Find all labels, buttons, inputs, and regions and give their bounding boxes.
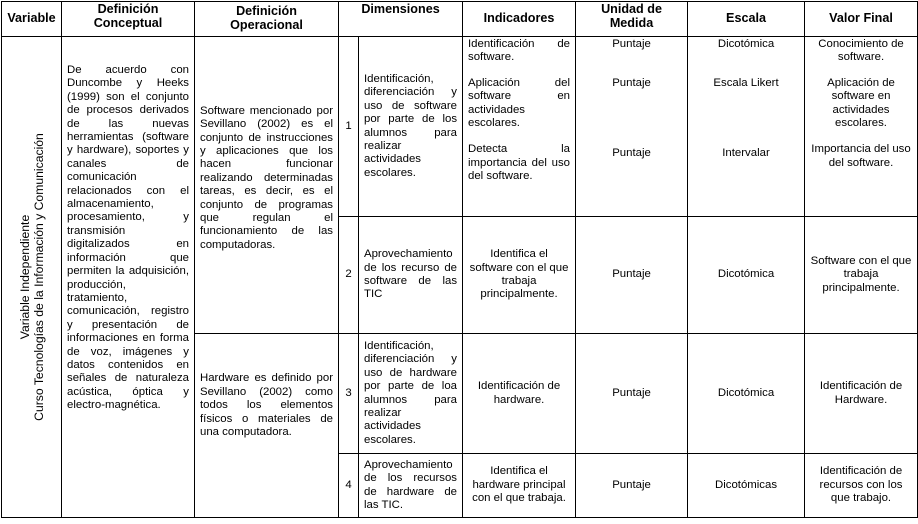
scale-4: Dicotómicas xyxy=(688,454,805,518)
indicator-1b: Aplicación del software en actividades escolares. xyxy=(468,76,571,130)
header-valor-final: Valor Final xyxy=(805,2,918,37)
scale-2: Dicotómica xyxy=(688,217,805,334)
unit-1a: Puntaje xyxy=(612,38,651,50)
variable-type: Variable Independiente xyxy=(17,214,32,340)
final-value-4: Identificación de recursos con los que trabajo. xyxy=(805,454,918,518)
final-value-1a: Conocimiento de software. xyxy=(818,38,904,64)
unit-3: Puntaje xyxy=(576,334,688,454)
scale-1a: Dicotómica xyxy=(717,38,775,50)
indicator-3: Identificación de hardware. xyxy=(463,334,576,454)
definicion-operacional-software: Software mencionado por Sevillano (2002) es el conjunto de instrucciones y aplicaciones que los hacen funcionar realizando determinadas tareas, es decir, es el conjunto de programas que regulan el funcionamiento de las computadoras. xyxy=(195,37,339,334)
dimension-number-3: 3 xyxy=(339,334,359,454)
header-definicion-conceptual: Definición Conceptual xyxy=(62,2,195,37)
dimension-text-2: Aprovechamiento de los recurso de software de las TIC xyxy=(359,217,463,334)
scales-row-1 xyxy=(688,37,805,217)
dimension-number-2: 2 xyxy=(339,217,359,334)
unit-4: Puntaje xyxy=(576,454,688,518)
variable-cell xyxy=(2,37,62,518)
header-definicion-operacional: Definición Operacional xyxy=(195,2,339,37)
indicators-row-1 xyxy=(463,37,576,217)
final-value-3: Identificación de Hardware. xyxy=(805,334,918,454)
final-value-1c: Importancia del uso del software. xyxy=(811,143,911,169)
final-values-row-1 xyxy=(805,37,918,217)
scale-1c: Intervalar xyxy=(722,146,770,159)
dimension-number-4: 4 xyxy=(339,454,359,518)
operationalization-table xyxy=(1,1,918,518)
definicion-conceptual-text: De acuerdo con Duncombe y Heeks (1999) son el conjunto de procesos derivados de las nuevas herramientas (software y hardware), soportes y canales de comunicación relacionados con el almacenamiento, procesamiento, y transmisión digitalizados en información que permiten la adquisición, producción, tratamiento, comunicación, registro y presentación de informaciones en forma de voz, imágenes y datos contenidos en señales de naturaleza acústica, óptica y electro-magnética. xyxy=(62,37,195,518)
variable-name: Curso Tecnologías de la Información y Comunicación xyxy=(31,133,46,421)
dimension-text-4: Aprovechamiento de los recursos de hardware de las TIC. xyxy=(359,454,463,518)
unit-1c: Puntaje xyxy=(612,146,651,159)
scale-3: Dicotómica xyxy=(688,334,805,454)
units-row-1 xyxy=(576,37,688,217)
final-value-2: Software con el que trabaja principalmente. xyxy=(805,217,918,334)
definicion-operacional-hardware: Hardware es definido por Sevillano (2002) como todos los elementos físicos o materiales de una computadora. xyxy=(195,334,339,518)
indicator-4: Identifica el hardware principal con el que trabaja. xyxy=(463,454,576,518)
final-value-1b: Aplicación de software en actividades escolares. xyxy=(827,76,895,130)
indicator-1c: Detecta la importancia del uso del software. xyxy=(468,143,571,183)
header-variable: Variable xyxy=(2,2,62,37)
indicator-1a: Identificación de software. xyxy=(468,38,571,64)
header-escala: Escala xyxy=(688,2,805,37)
scale-1b: Escala Likert xyxy=(713,77,779,90)
unit-1b: Puntaje xyxy=(612,77,651,90)
dimension-text-3: Identificación, diferenciación y uso de hardware por parte de loa alumnos para realizar actividades escolares. xyxy=(359,334,463,454)
indicator-2: Identifica el software con el que trabaja principalmente. xyxy=(463,217,576,334)
unit-2: Puntaje xyxy=(576,217,688,334)
header-dimensiones: Dimensiones xyxy=(339,2,463,37)
header-indicadores: Indicadores xyxy=(463,2,576,37)
dimension-number-1: 1 xyxy=(339,37,359,217)
dimension-text-1: Identificación, diferenciación y uso de software por parte de los alumnos para realizar actividades escolares. xyxy=(359,37,463,217)
header-unidad-medida: Unidad de Medida xyxy=(576,2,688,37)
